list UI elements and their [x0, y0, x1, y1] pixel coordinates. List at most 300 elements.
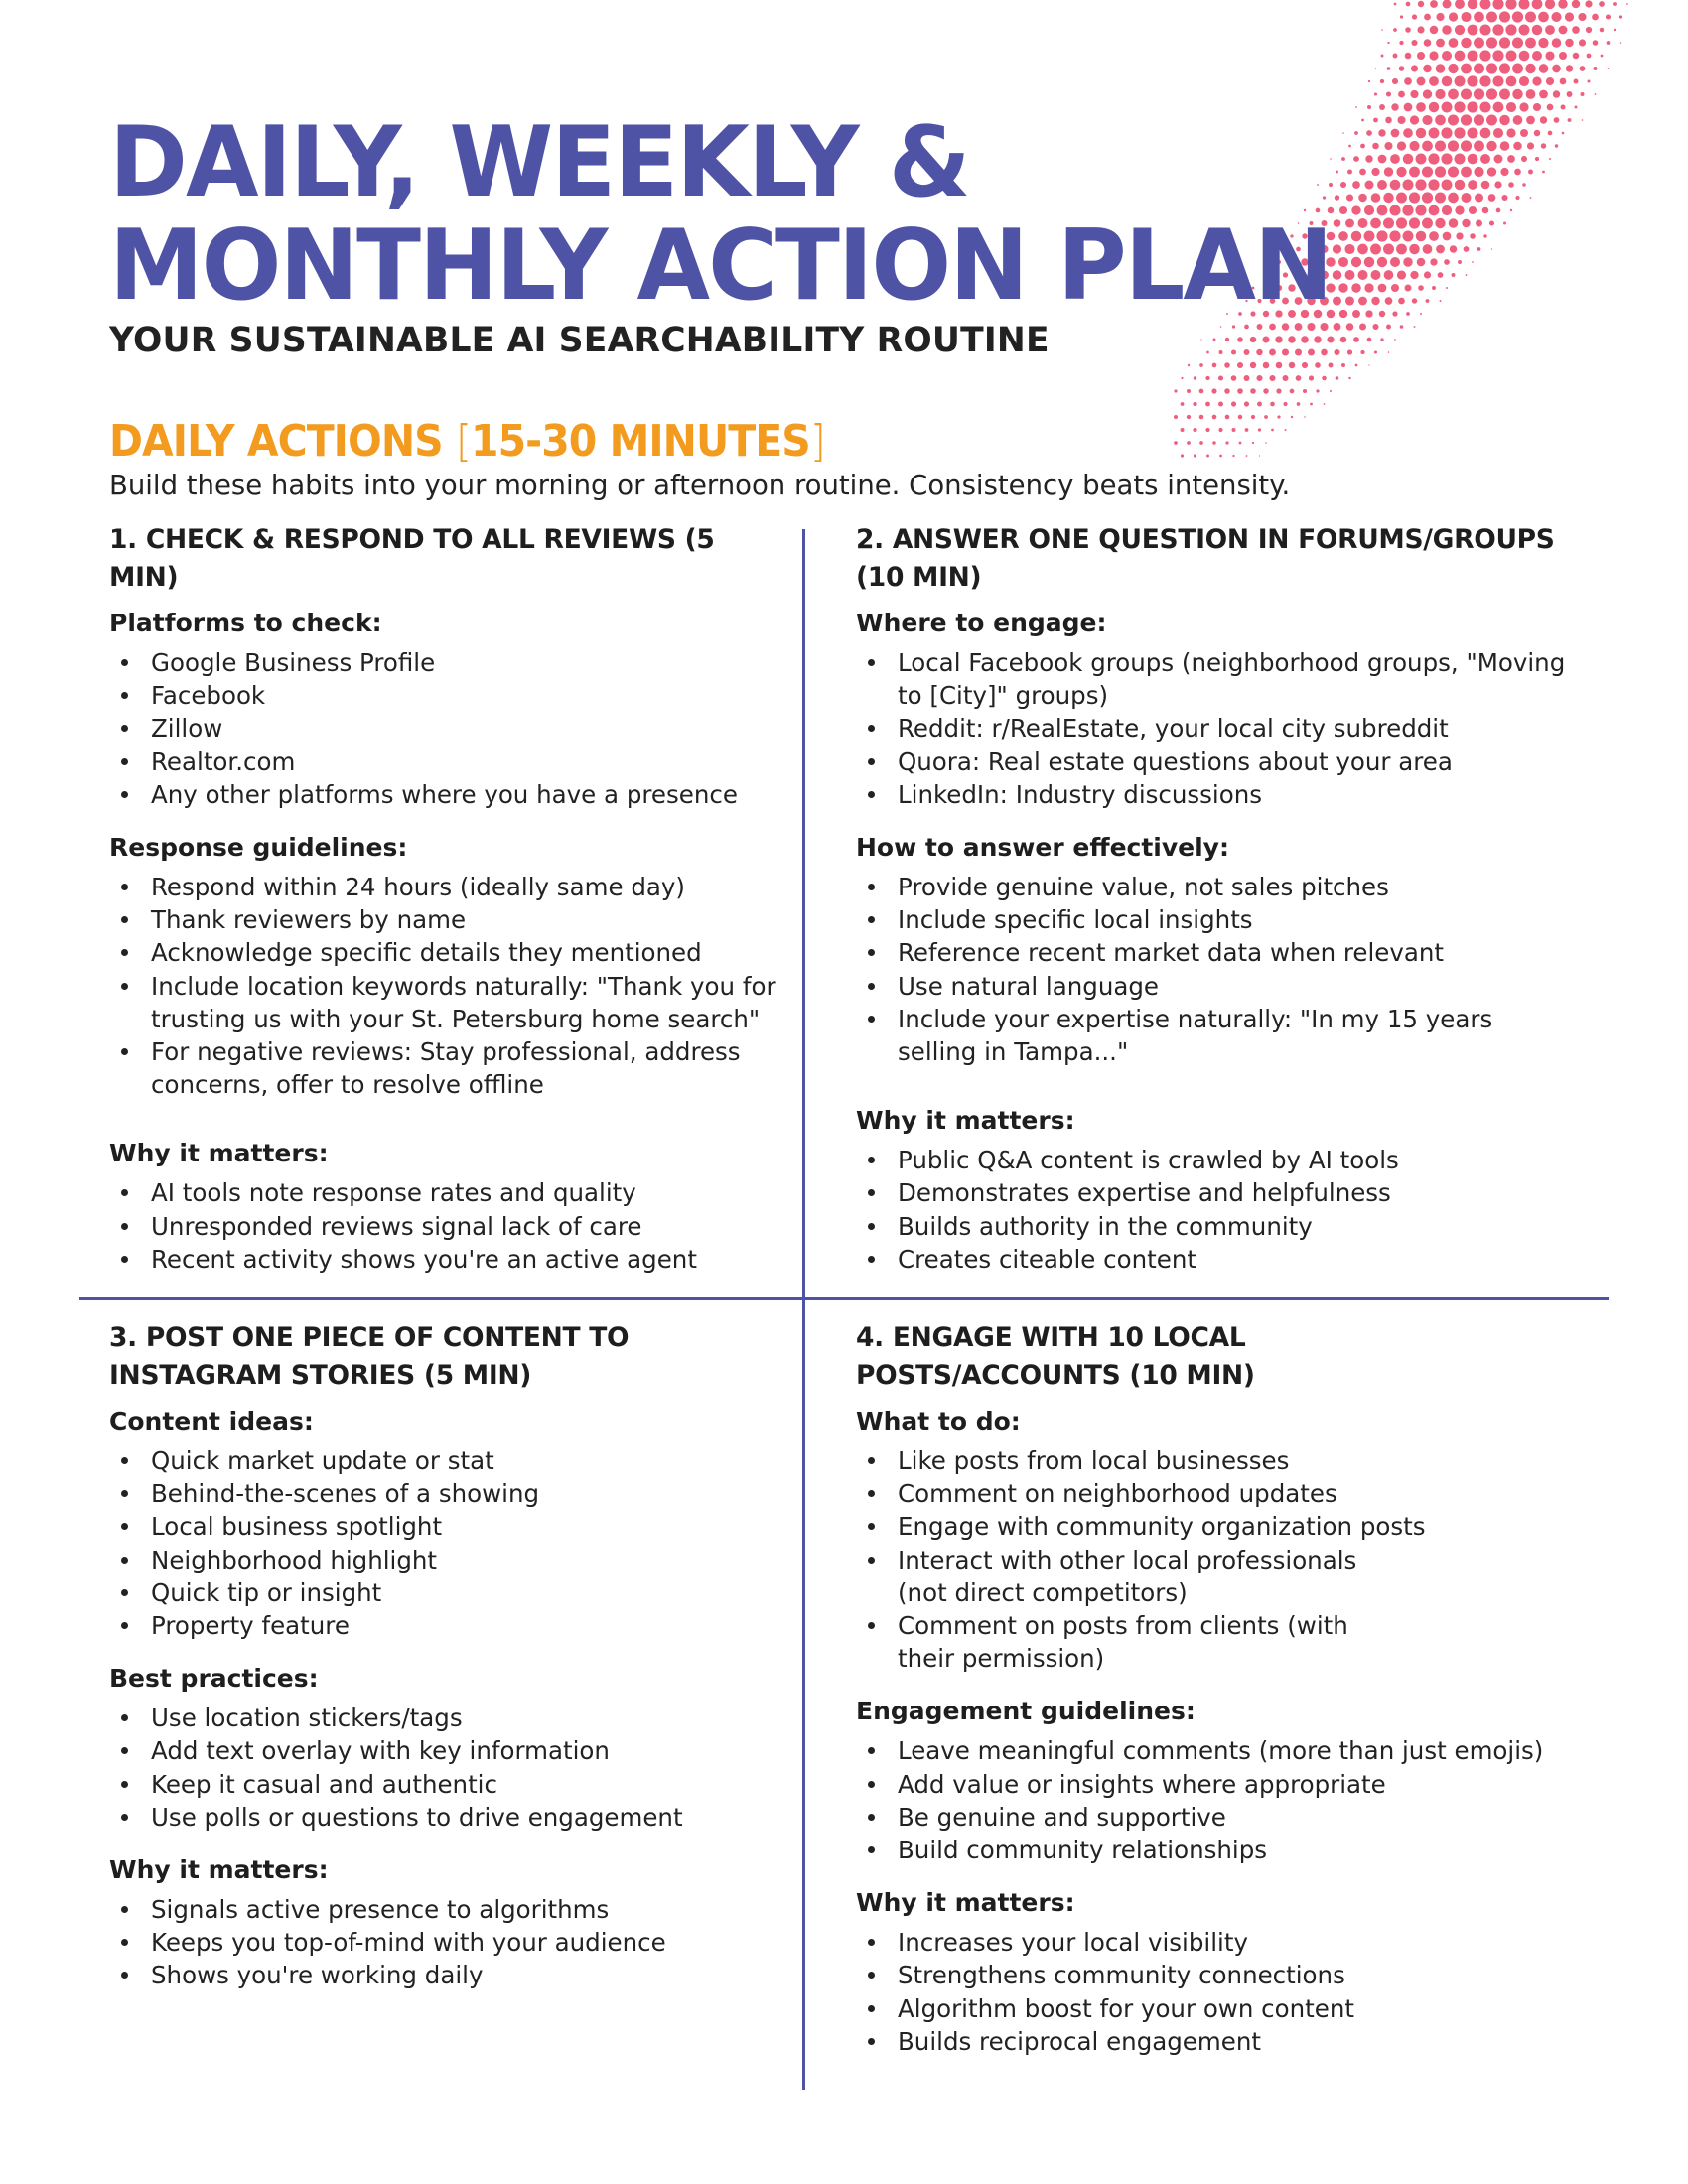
halftone-dot [1532, 76, 1541, 85]
group-heading: What to do: [856, 1407, 1021, 1435]
halftone-dot [1486, 11, 1497, 22]
halftone-dot [1500, 168, 1508, 176]
list-item: Quora: Real estate questions about your area [856, 746, 1571, 778]
halftone-dot [1512, 37, 1523, 48]
halftone-dot [1545, 25, 1555, 35]
halftone-dot [1187, 389, 1191, 393]
halftone-dot [1508, 182, 1514, 188]
halftone-dot [1316, 389, 1319, 392]
halftone-dot [1263, 388, 1269, 394]
list-item: Behind-the-scenes of a showing [109, 1477, 745, 1510]
halftone-dot [1378, 155, 1387, 164]
halftone-dot [1344, 244, 1354, 254]
halftone-dot [1438, 272, 1444, 278]
halftone-dot [1187, 441, 1191, 445]
halftone-dot [1448, 166, 1459, 177]
halftone-dot [1296, 375, 1302, 381]
halftone-dot [1244, 325, 1249, 330]
halftone-dot [1411, 65, 1418, 71]
halftone-dot [1448, 114, 1459, 125]
halftone-dot [1594, 67, 1598, 70]
group-heading: Platforms to check: [109, 609, 382, 637]
halftone-dot [1525, 64, 1535, 73]
halftone-dot [1567, 91, 1573, 97]
halftone-dot [1385, 117, 1392, 124]
halftone-dot [1595, 93, 1597, 95]
halftone-dot [1340, 337, 1347, 343]
halftone-dot [1357, 244, 1368, 255]
list-item: Facebook [109, 679, 784, 712]
bullet-list [856, 1144, 1571, 1276]
halftone-dot [1346, 194, 1353, 201]
halftone-dot [1257, 324, 1263, 330]
halftone-dot [1505, 0, 1516, 10]
halftone-dot [1426, 299, 1430, 303]
halftone-dot [1493, 128, 1503, 138]
halftone-dot [1406, 312, 1410, 316]
action-box-forums [856, 521, 1571, 1296]
halftone-dot [1455, 76, 1466, 87]
halftone-dot [1301, 336, 1309, 343]
halftone-dot [1320, 323, 1328, 331]
halftone-dot [1238, 415, 1243, 420]
halftone-dot [1468, 25, 1478, 36]
halftone-dot [1374, 92, 1377, 95]
halftone-dot [1389, 230, 1400, 241]
halftone-dot [1336, 171, 1338, 174]
halftone-dot [1423, 244, 1433, 254]
halftone-dot [1353, 156, 1359, 162]
halftone-dot [1506, 76, 1517, 87]
halftone-dot [1474, 38, 1484, 49]
bullet-list [109, 1176, 784, 1276]
halftone-dot [1383, 244, 1394, 255]
halftone-dot [1410, 90, 1418, 98]
halftone-dot [1532, 51, 1542, 61]
box-title: 3. POST ONE PIECE OF CONTENT TO INSTAGRAM STORIES (5 MIN) [109, 1322, 630, 1391]
halftone-dot [1435, 115, 1446, 126]
halftone-dot [1370, 244, 1381, 255]
halftone-dot [1404, 77, 1412, 85]
halftone-dot [1250, 362, 1256, 368]
halftone-dot [1302, 362, 1308, 368]
halftone-dot [1521, 156, 1527, 162]
halftone-dot [1368, 80, 1370, 82]
list-item: Include specific local insights [856, 903, 1571, 936]
halftone-dot [1335, 195, 1339, 200]
list-item: Local business spotlight [109, 1510, 745, 1543]
list-item: Signals active presence to algorithms [109, 1893, 745, 1926]
halftone-dot [1378, 129, 1385, 136]
halftone-dot [1416, 102, 1426, 112]
halftone-dot [1462, 193, 1472, 203]
halftone-dot [1336, 376, 1339, 380]
halftone-dot [1206, 455, 1209, 458]
halftone-dot [1442, 102, 1453, 113]
halftone-dot [1580, 66, 1586, 71]
group-heading: Why it matters: [109, 1139, 329, 1168]
halftone-dot [1461, 12, 1471, 22]
halftone-dot [1391, 129, 1400, 138]
halftone-dot [1436, 245, 1445, 254]
halftone-dot [1436, 64, 1446, 73]
halftone-dot [1481, 181, 1490, 190]
halftone-dot [1370, 218, 1381, 229]
halftone-dot [1409, 141, 1419, 151]
list-item: Add text overlay with key information [109, 1734, 745, 1767]
halftone-dot [1449, 38, 1459, 48]
list-item: Strengthens community connections [856, 1959, 1591, 1991]
halftone-dot [1613, 2, 1617, 6]
halftone-dot [1309, 375, 1314, 380]
halftone-dot [1499, 11, 1510, 22]
halftone-dot [1205, 376, 1209, 380]
halftone-dot [1402, 205, 1413, 215]
halftone-dot [1174, 389, 1177, 392]
halftone-dot [1450, 245, 1457, 252]
halftone-dot [1558, 0, 1568, 9]
halftone-dot [1499, 37, 1510, 48]
halftone-dot [1252, 442, 1254, 444]
halftone-dot [1364, 231, 1375, 242]
halftone-dot [1507, 155, 1515, 163]
halftone-dot [1393, 54, 1398, 59]
bullet-list [109, 1702, 745, 1834]
halftone-dot [1256, 375, 1262, 381]
halftone-dot [1474, 167, 1483, 177]
group-heading: Response guidelines: [109, 833, 408, 863]
halftone-dot [1578, 13, 1586, 21]
halftone-dot [1468, 0, 1478, 9]
halftone-dot [1322, 376, 1327, 381]
halftone-dot [1412, 14, 1417, 19]
halftone-dot [1526, 89, 1536, 99]
halftone-dot [1338, 231, 1348, 241]
halftone-dot [1181, 402, 1185, 406]
halftone-dot [1405, 27, 1411, 33]
halftone-dot [1372, 324, 1378, 330]
list-item: Unresponded reviews signal lack of care [109, 1210, 784, 1243]
halftone-dot [1601, 55, 1604, 58]
bullet-list [109, 871, 784, 1101]
halftone-dot [1345, 296, 1354, 305]
halftone-dot [1364, 283, 1373, 292]
halftone-dot [1512, 89, 1522, 99]
box-title: 2. ANSWER ONE QUESTION IN FORUMS/GROUPS (10 MIN) [856, 524, 1555, 593]
halftone-dot [1422, 218, 1433, 229]
halftone-dot [1334, 219, 1341, 227]
halftone-dot [1251, 415, 1255, 419]
halftone-dot [1371, 297, 1379, 305]
bullet-list [856, 1444, 1591, 1675]
halftone-dot [1499, 115, 1509, 125]
list-item: Creates citeable content [856, 1243, 1571, 1276]
halftone-dot [1429, 51, 1438, 60]
halftone-dot [1329, 363, 1334, 368]
halftone-dot [1341, 363, 1345, 367]
halftone-dot [1442, 180, 1453, 191]
list-item: Quick market update or stat [109, 1444, 745, 1477]
halftone-dot [1506, 51, 1517, 62]
halftone-dot [1270, 402, 1275, 407]
halftone-dot [1575, 106, 1578, 109]
halftone-dot [1365, 181, 1374, 190]
halftone-dot [1482, 207, 1489, 214]
halftone-dot [1181, 454, 1184, 457]
halftone-dot [1542, 171, 1545, 174]
halftone-dot [1474, 12, 1484, 23]
halftone-dot [1205, 402, 1210, 407]
halftone-dot [1418, 1, 1424, 7]
halftone-dot [1416, 128, 1426, 138]
halftone-dot [1265, 442, 1267, 444]
halftone-dot [1220, 326, 1222, 328]
halftone-dot [1259, 455, 1260, 456]
halftone-dot [1371, 168, 1379, 176]
halftone-dot [1514, 169, 1521, 176]
halftone-dot [1464, 246, 1470, 252]
halftone-dot [1540, 116, 1547, 123]
halftone-dot [1224, 362, 1230, 368]
halftone-dot [1479, 75, 1490, 86]
halftone-dot [1486, 37, 1497, 48]
halftone-dot [1205, 428, 1209, 432]
halftone-dot [1327, 336, 1334, 342]
list-item: Use natural language [856, 970, 1571, 1003]
halftone-dot [1396, 193, 1407, 204]
halftone-dot [1607, 41, 1611, 45]
halftone-dot [1506, 102, 1516, 112]
halftone-dot [1444, 259, 1450, 265]
halftone-dot [1441, 153, 1452, 164]
list-item: Reference recent market data when relevant [856, 936, 1571, 969]
action-box-instagram [109, 1319, 745, 2012]
halftone-dot [1619, 15, 1622, 18]
halftone-dot [1545, 0, 1555, 9]
halftone-dot [1593, 40, 1599, 46]
halftone-dot [1448, 140, 1459, 151]
halftone-dot [1455, 51, 1466, 62]
halftone-dot [1358, 218, 1368, 228]
halftone-dot [1522, 183, 1525, 186]
halftone-dot [1442, 51, 1452, 61]
halftone-dot [1257, 402, 1262, 407]
halftone-dot [1372, 143, 1379, 150]
halftone-dot [1474, 63, 1484, 73]
halftone-dot [1402, 179, 1413, 190]
halftone-dot [1443, 0, 1452, 9]
halftone-dot [1553, 90, 1560, 97]
halftone-dot [1385, 297, 1393, 305]
halftone-dot [1403, 257, 1412, 266]
halftone-dot [1422, 141, 1433, 152]
halftone-dot [1285, 429, 1287, 431]
halftone-dot [1225, 338, 1229, 341]
halftone-dot [1561, 105, 1566, 110]
halftone-dot [1429, 231, 1439, 241]
halftone-dot [1614, 29, 1616, 31]
halftone-dot [1422, 166, 1433, 177]
halftone-dot [1244, 375, 1250, 381]
halftone-dot [1377, 257, 1387, 267]
halftone-dot [1403, 128, 1413, 138]
halftone-dot [1378, 284, 1387, 293]
halftone-dot [1513, 115, 1523, 125]
halftone-dot [1348, 145, 1351, 148]
halftone-dot [1288, 336, 1296, 343]
halftone-dot [1390, 154, 1400, 164]
halftone-dot [1500, 141, 1510, 151]
halftone-dot [1519, 76, 1529, 86]
halftone-dot [1572, 26, 1580, 34]
halftone-dot [1454, 127, 1465, 138]
halftone-dot [1442, 205, 1452, 215]
halftone-dot [1538, 12, 1549, 23]
halftone-dot [1470, 233, 1476, 239]
halftone-dot [1244, 401, 1249, 406]
halftone-dot [1367, 105, 1371, 109]
halftone-dot [1449, 12, 1458, 21]
halftone-dot [1366, 130, 1372, 136]
list-item: Increases your local visibility [856, 1926, 1591, 1959]
halftone-dot [1333, 270, 1342, 280]
list-item: Local Facebook groups (neighborhood groups, "Moving to [City]" groups) [856, 646, 1571, 712]
list-item: Reddit: r/RealEstate, your local city subreddit [856, 712, 1571, 745]
list-item: Interact with other local professionals (not direct competitors) [856, 1544, 1591, 1609]
halftone-dot [1387, 67, 1391, 70]
halftone-dot [1424, 39, 1432, 47]
halftone-dot [1364, 257, 1375, 268]
halftone-dot [1582, 119, 1584, 121]
list-item: Comment on neighborhood updates [856, 1477, 1591, 1510]
halftone-dot [1527, 142, 1534, 149]
halftone-dot [1371, 193, 1381, 203]
halftone-dot [1277, 415, 1280, 418]
halftone-dot [1304, 416, 1305, 417]
halftone-dot [1392, 311, 1397, 316]
halftone-dot [1592, 14, 1599, 21]
halftone-dot [1237, 388, 1243, 394]
halftone-dot [1310, 403, 1313, 406]
halftone-dot [1501, 195, 1507, 201]
halftone-dot [1528, 170, 1533, 175]
title-line-2: MONTHLY ACTION PLAN [109, 209, 1332, 323]
halftone-dot [1342, 132, 1344, 134]
halftone-dot [1415, 179, 1426, 190]
halftone-dot [1467, 101, 1477, 112]
halftone-dot [1424, 14, 1431, 21]
halftone-dot [1181, 428, 1185, 432]
halftone-dot [1295, 323, 1303, 331]
halftone-dot [1565, 12, 1574, 21]
section-title-close-bracket: ] [809, 416, 825, 467]
group-heading: Why it matters: [109, 1855, 329, 1885]
group-heading: Content ideas: [109, 1407, 314, 1435]
halftone-dot [1568, 118, 1572, 122]
vertical-divider [802, 529, 805, 2090]
halftone-dot [1237, 362, 1243, 368]
halftone-dot [1384, 167, 1393, 176]
halftone-dot [1448, 64, 1458, 73]
halftone-dot [1351, 231, 1361, 241]
halftone-dot [1365, 155, 1372, 162]
halftone-dot [1314, 336, 1321, 342]
halftone-dot [1454, 101, 1465, 112]
halftone-dot [1513, 142, 1522, 151]
list-item: Be genuine and supportive [856, 1801, 1591, 1834]
halftone-dot [1491, 248, 1492, 249]
halftone-dot [1409, 244, 1419, 254]
halftone-dot [1307, 323, 1315, 331]
halftone-dot [1477, 247, 1481, 251]
halftone-dot [1461, 64, 1472, 74]
halftone-dot [1246, 455, 1248, 457]
halftone-dot [1199, 389, 1204, 394]
halftone-dot [1486, 141, 1496, 151]
halftone-dot [1488, 194, 1496, 202]
box-title: 4. ENGAGE WITH 10 LOCAL POSTS/ACCOUNTS (10 MIN) [856, 1322, 1255, 1391]
halftone-dot [1449, 218, 1459, 228]
halftone-dot [1232, 325, 1235, 328]
halftone-dot [1404, 103, 1413, 112]
halftone-dot [1380, 79, 1384, 83]
list-item: Any other platforms where you have a presence [109, 778, 784, 811]
halftone-dot [1480, 0, 1491, 9]
halftone-dot [1456, 232, 1463, 239]
list-item: Zillow [109, 712, 784, 745]
halftone-dot [1435, 140, 1446, 151]
halftone-dot [1381, 55, 1384, 58]
halftone-dot [1333, 244, 1341, 253]
halftone-dot [1510, 209, 1512, 211]
halftone-dot [1405, 285, 1412, 292]
halftone-dot [1351, 205, 1360, 214]
halftone-dot [1397, 141, 1406, 150]
halftone-dot [1519, 51, 1530, 62]
halftone-dot [1534, 130, 1541, 137]
halftone-dot [1586, 27, 1592, 33]
list-item: Include your expertise naturally: "In my 15 years selling in Tampa..." [856, 1003, 1571, 1068]
halftone-dot [1573, 53, 1580, 60]
halftone-dot [1468, 180, 1477, 190]
list-item: Property feature [109, 1609, 745, 1642]
halftone-dot [1455, 180, 1465, 190]
halftone-dot [1525, 38, 1536, 49]
halftone-dot [1600, 28, 1604, 32]
halftone-dot [1410, 271, 1418, 279]
halftone-dot [1225, 415, 1230, 420]
halftone-dot [1379, 104, 1385, 110]
halftone-dot [1462, 219, 1470, 227]
list-item: Neighborhood highlight [109, 1544, 745, 1576]
list-item: For negative reviews: Stay professional, address concerns, offer to resolve offline [109, 1035, 784, 1101]
halftone-dot [1219, 350, 1223, 354]
halftone-dot [1492, 75, 1503, 86]
halftone-dot [1428, 179, 1439, 190]
halftone-dot [1412, 298, 1417, 303]
halftone-dot [1194, 376, 1196, 379]
halftone-dot [1345, 270, 1355, 280]
halftone-dot [1554, 117, 1560, 123]
halftone-dot [1414, 326, 1416, 328]
halftone-dot [1406, 2, 1411, 7]
halftone-dot [1411, 40, 1417, 46]
halftone-dot [1174, 415, 1178, 419]
halftone-dot [1258, 428, 1261, 431]
halftone-dot [1206, 351, 1209, 354]
halftone-dot [1472, 261, 1474, 263]
list-item: Demonstrates expertise and helpfulness [856, 1176, 1571, 1209]
